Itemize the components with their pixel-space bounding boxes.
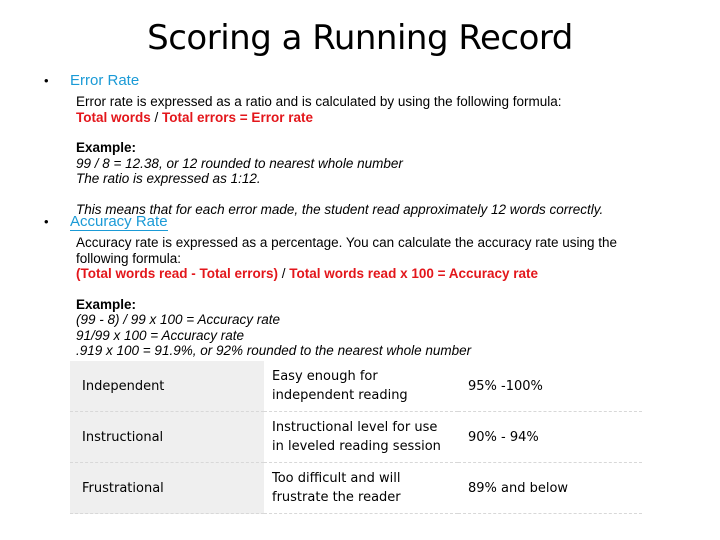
level-description-line1: Instructional level for use (272, 420, 438, 435)
error-rate-body (76, 94, 696, 217)
level-description (264, 463, 458, 514)
error-rate-formula (76, 110, 696, 126)
reading-levels-table (70, 361, 642, 514)
level-description (264, 361, 458, 412)
error-rate-intro: Error rate is expressed as a ratio and is calculated by using the following formula: (76, 94, 562, 109)
accuracy-rate-example-line2: 91/99 x 100 = Accuracy rate (76, 327, 244, 343)
level-description-line1: Too difficult and will (272, 471, 401, 486)
accuracy-rate-example-label: Example: (76, 296, 137, 312)
accuracy-rate-example-line3: .919 x 100 = 91.9%, or 92% rounded to the nearest whole number (76, 343, 472, 358)
bullet-error-rate (44, 72, 139, 89)
error-rate-example-line2: The ratio is expressed as 1:12. (76, 171, 261, 186)
bullet-dot: • (44, 214, 49, 229)
error-rate-example-line1: 99 / 8 = 12.38, or 12 rounded to nearest whole number (76, 155, 403, 171)
level-range: 95% -100% (458, 361, 642, 412)
accuracy-rate-intro-line1: Accuracy rate is expressed as a percentage. You can calculate the accuracy rate using the (76, 235, 618, 250)
error-rate-formula-a: Total words (76, 109, 151, 125)
table-row (70, 361, 642, 412)
level-description (264, 412, 458, 463)
level-description-line2: independent reading (272, 388, 408, 403)
slide-title: Scoring a Running Record (147, 18, 573, 58)
level-range: 90% - 94% (458, 412, 642, 463)
level-description-line2: frustrate the reader (272, 490, 401, 505)
accuracy-rate-example-line1: (99 - 8) / 99 x 100 = Accuracy rate (76, 312, 280, 327)
error-rate-formula-sep: / (150, 109, 163, 125)
accuracy-rate-heading: Accuracy Rate (70, 213, 168, 230)
level-description-line2: in leveled reading session (272, 439, 441, 454)
level-name: Frustrational (70, 463, 264, 514)
error-rate-formula-b: Total errors = Error rate (162, 109, 313, 125)
error-rate-meaning: This means that for each error made, the student read approximately 12 words correctly. (76, 201, 604, 217)
accuracy-rate-formula-b: Total words read x 100 = Accuracy rate (289, 266, 539, 281)
level-name: Independent (70, 361, 264, 412)
accuracy-rate-formula (76, 266, 696, 282)
table-row (70, 463, 642, 514)
bullet-dot: • (44, 73, 49, 88)
error-rate-example-label: Example: (76, 140, 137, 155)
accuracy-rate-formula-a: (Total words read - Total errors) (76, 266, 279, 281)
table-row (70, 412, 642, 463)
level-name: Instructional (70, 412, 264, 463)
level-description-line1: Easy enough for (272, 369, 378, 384)
accuracy-rate-intro-line2: following formula: (76, 250, 182, 266)
bullet-accuracy-rate (44, 213, 168, 230)
level-range: 89% and below (458, 463, 642, 514)
accuracy-rate-body (76, 235, 696, 359)
error-rate-heading: Error Rate (70, 72, 140, 89)
accuracy-rate-formula-sep: / (278, 266, 290, 281)
